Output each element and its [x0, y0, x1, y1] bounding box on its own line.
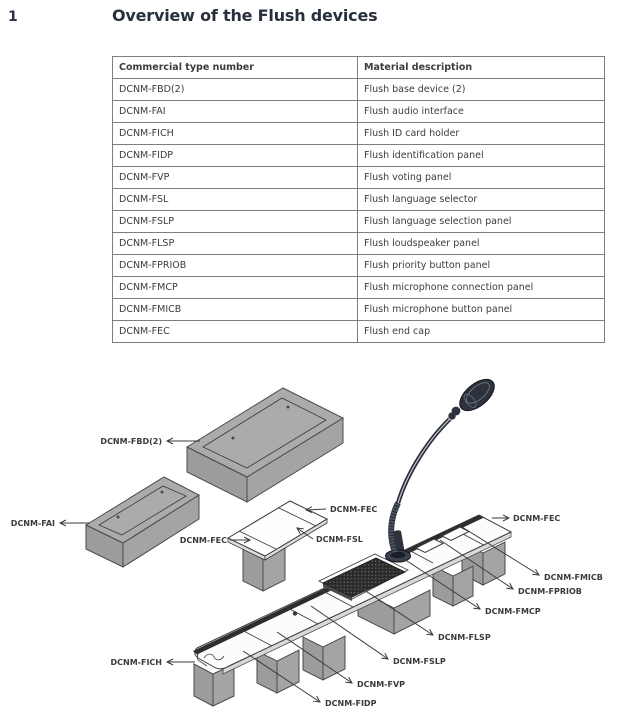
description-cell: Flush microphone connection panel	[358, 277, 605, 299]
table-row	[113, 79, 605, 101]
svg-text:DCNM-FICH: DCNM-FICH	[110, 658, 162, 667]
header-commercial-type: Commercial type number	[113, 57, 358, 79]
table-row	[113, 255, 605, 277]
type-cell: DCNM-FMICB	[113, 299, 358, 321]
description-cell: Flush identification panel	[358, 145, 605, 167]
flush-audio-interface-box	[86, 477, 199, 567]
diagram-label-fec-right	[492, 514, 560, 523]
svg-text:DCNM-FSLP: DCNM-FSLP	[393, 657, 446, 666]
description-cell: Flush end cap	[358, 321, 605, 343]
table-row	[113, 299, 605, 321]
svg-text:DCNM-FBD(2): DCNM-FBD(2)	[100, 437, 162, 446]
svg-text:DCNM-FMICB: DCNM-FMICB	[544, 573, 603, 582]
table-row	[113, 277, 605, 299]
type-cell: DCNM-FBD(2)	[113, 79, 358, 101]
identification-panel-dot	[293, 611, 297, 615]
description-cell: Flush voting panel	[358, 167, 605, 189]
page-title: Overview of the Flush devices	[112, 6, 378, 25]
type-cell: DCNM-FMCP	[113, 277, 358, 299]
type-cell: DCNM-FPRIOB	[113, 255, 358, 277]
svg-text:DCNM-FEC: DCNM-FEC	[179, 536, 227, 545]
svg-text:DCNM-FAI: DCNM-FAI	[10, 519, 55, 528]
svg-text:DCNM-FVP: DCNM-FVP	[357, 680, 406, 689]
table-header-row	[113, 57, 605, 79]
description-cell: Flush language selector	[358, 189, 605, 211]
svg-text:DCNM-FEC: DCNM-FEC	[513, 514, 561, 523]
type-cell: DCNM-FVP	[113, 167, 358, 189]
description-cell: Flush microphone button panel	[358, 299, 605, 321]
description-cell: Flush ID card holder	[358, 123, 605, 145]
description-cell: Flush audio interface	[358, 101, 605, 123]
type-cell: DCNM-FAI	[113, 101, 358, 123]
svg-text:DCNM-FMCP: DCNM-FMCP	[485, 607, 541, 616]
svg-text:DCNM-FSL: DCNM-FSL	[316, 535, 363, 544]
table-row	[113, 189, 605, 211]
flush-base-device-box	[187, 388, 343, 502]
type-cell: DCNM-FIDP	[113, 145, 358, 167]
diagram-label-fai	[11, 519, 90, 528]
type-cell: DCNM-FSLP	[113, 211, 358, 233]
type-cell: DCNM-FLSP	[113, 233, 358, 255]
device-table	[112, 56, 605, 343]
svg-text:DCNM-FLSP: DCNM-FLSP	[438, 633, 491, 642]
table-row	[113, 167, 605, 189]
type-cell: DCNM-FSL	[113, 189, 358, 211]
type-cell: DCNM-FEC	[113, 321, 358, 343]
microphone-head	[454, 375, 500, 417]
table-row	[113, 145, 605, 167]
table-row	[113, 101, 605, 123]
description-cell: Flush loudspeaker panel	[358, 233, 605, 255]
flush-devices-exploded-diagram	[0, 375, 621, 728]
type-cell: DCNM-FICH	[113, 123, 358, 145]
language-selector-assembly	[228, 501, 327, 591]
diagram-label-fbd2	[100, 437, 200, 446]
mounting-box	[257, 650, 299, 693]
table-row	[113, 123, 605, 145]
diagram-label-fec-top	[306, 505, 377, 514]
description-cell: Flush priority button panel	[358, 255, 605, 277]
table-row	[113, 211, 605, 233]
diagram-label-fich	[111, 658, 196, 667]
section-number: 1	[8, 9, 18, 25]
table-row	[113, 321, 605, 343]
description-cell: Flush base device (2)	[358, 79, 605, 101]
header-material-description: Material description	[358, 57, 605, 79]
svg-text:DCNM-FEC: DCNM-FEC	[330, 505, 378, 514]
svg-text:DCNM-FIDP: DCNM-FIDP	[325, 699, 377, 708]
table-row	[113, 233, 605, 255]
description-cell: Flush language selection panel	[358, 211, 605, 233]
svg-text:DCNM-FPRIOB: DCNM-FPRIOB	[518, 587, 582, 596]
